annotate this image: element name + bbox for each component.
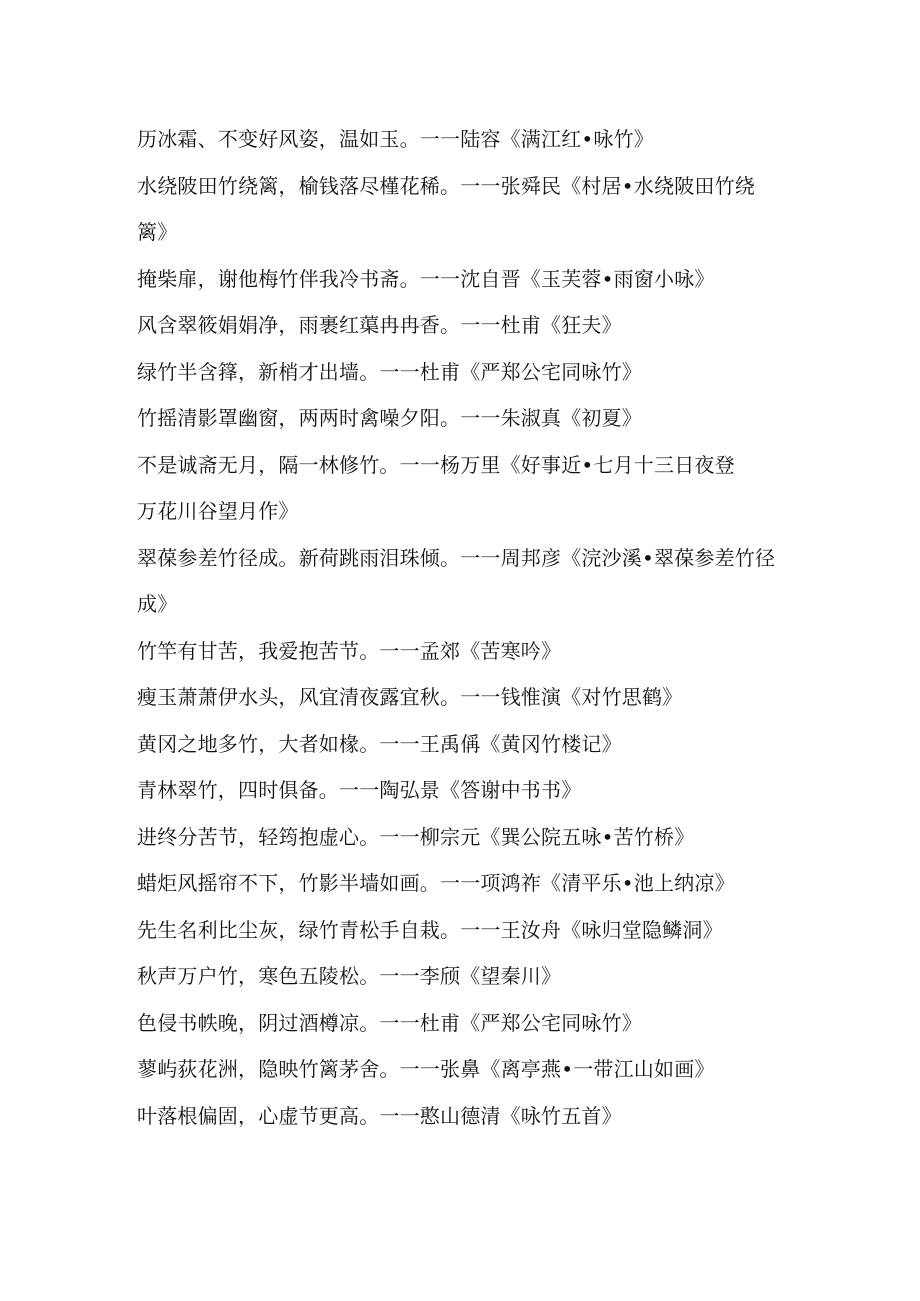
text-line: 蜡炬风摇帘不下，竹影半墙如画。一一项鸿祚《清平乐•池上纳凉》 <box>137 871 735 895</box>
text-line: 篱》 <box>137 220 178 244</box>
text-line: 掩柴扉，谢他梅竹伴我冷书斋。一一沈自晋《玉芙蓉•雨窗小咏》 <box>137 266 715 291</box>
text-line: 青林翠竹，四时俱备。一一陶弘景《答谢中书书》 <box>137 778 582 802</box>
text-line: 风含翠筱娟娟净，雨裹红蕖冉冉香。一一杜甫《狂夫》 <box>137 313 622 337</box>
text-line: 黄冈之地多竹，大者如椽。一一王禹偁《黄冈竹楼记》 <box>137 731 622 756</box>
text-line: 秋声万户竹，寒色五陵松。一一李颀《望秦川》 <box>137 964 562 988</box>
text-line: 历冰霜、不变好风姿，温如玉。一一陆容《满江红•咏竹》 <box>137 127 654 151</box>
text-line: 先生名利比尘灰，绿竹青松手自栽。一一王汝舟《咏归堂隐鳞洞》 <box>137 917 723 942</box>
text-line: 竹摇清影罩幽窗，两两时禽噪夕阳。一一朱淑真《初夏》 <box>137 406 642 430</box>
text-line: 绿竹半含箨，新梢才出墙。一一杜甫《严郑公宅同咏竹》 <box>137 359 642 384</box>
text-line: 叶落根偏固，心虚节更高。一一憨山德清《咏竹五首》 <box>137 1103 622 1128</box>
text-line: 不是诚斋无月，隔一林修竹。一一杨万里《好事近•七月十三日夜登 <box>137 452 735 477</box>
text-line: 万花川谷望月作》 <box>137 499 299 523</box>
text-line: 竹竿有甘苦，我爱抱苦节。一一孟郊《苦寒吟》 <box>137 638 562 663</box>
document-page <box>137 0 797 1139</box>
text-line: 瘦玉萧萧伊水头，风宜清夜露宜秋。一一钱惟演《对竹思鹤》 <box>137 685 683 709</box>
text-line: 水绕陂田竹绕篱，榆钱落尽槿花稀。一一张舜民《村居•水绕陂田竹绕 <box>137 173 755 198</box>
text-line: 进终分苦节，轻筠抱虚心。一一柳宗元《巽公院五咏•苦竹桥》 <box>137 824 695 849</box>
text-line: 色侵书帙晚，阴过酒樽凉。一一杜甫《严郑公宅同咏竹》 <box>137 1010 642 1035</box>
text-line: 翠葆参差竹径成。新荷跳雨泪珠倾。一一周邦彦《浣沙溪•翠葆参差竹径 <box>137 545 776 570</box>
text-line: 成》 <box>137 592 178 616</box>
text-line: 蓼屿荻花洲，隐映竹篱茅舍。一一张鼻《离亭燕•一带江山如画》 <box>137 1057 715 1081</box>
